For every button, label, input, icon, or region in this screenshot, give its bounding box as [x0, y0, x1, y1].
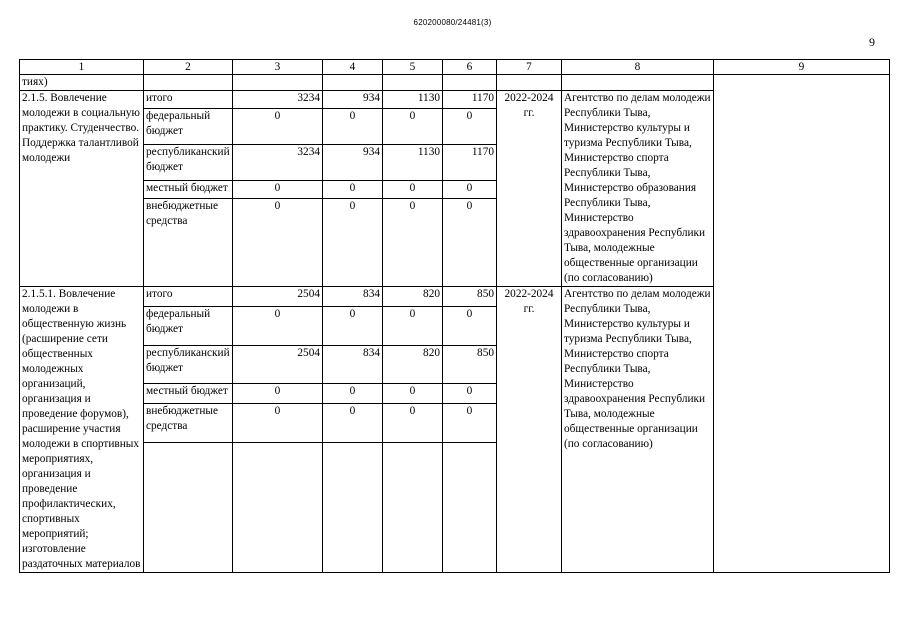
year-amount: 0	[323, 180, 383, 198]
executors: Агентство по делам молодежи Республики Тыва, Министерство культуры и туризма Республики Тыва, Министерство спорта Республики Тыва, Министерство образования Республики Тыва, Министерство здравоохранения Республики Тыва, молодежные общественные организации (по согласованию)	[562, 91, 714, 287]
column-header: 4	[323, 60, 383, 75]
year-amount: 0	[323, 384, 383, 404]
funding-source: внебюджетные средства	[144, 199, 233, 287]
year-amount: 934	[323, 91, 383, 109]
year-amount: 850	[443, 287, 497, 307]
column-header: 6	[443, 60, 497, 75]
total-amount: 0	[233, 180, 323, 198]
funding-source: федеральный бюджет	[144, 109, 233, 145]
year-amount: 0	[323, 404, 383, 443]
year-amount: 0	[443, 199, 497, 287]
funding-source: итого	[144, 91, 233, 109]
funding-source: республиканский бюджет	[144, 345, 233, 384]
column-number-row	[20, 60, 890, 75]
period: 2022-2024 гг.	[497, 91, 562, 287]
year-amount: 850	[443, 345, 497, 384]
funding-source: республиканский бюджет	[144, 144, 233, 180]
year-amount: 0	[323, 199, 383, 287]
year-amount: 0	[383, 404, 443, 443]
measure-title: 2.1.5.1. Вовлечение молодежи в общественную жизнь (расширение сети общественных молодежных организаций, организация и проведение форумов), расширение участия молодежи в спортивных мероприятиях, организация и проведение профилактических, спортивных мероприятий; изготовление раздаточных материалов	[20, 287, 144, 573]
year-amount: 0	[383, 180, 443, 198]
program-table	[19, 59, 890, 573]
year-amount: 0	[443, 384, 497, 404]
year-amount: 0	[443, 109, 497, 145]
year-amount: 0	[383, 109, 443, 145]
year-amount: 0	[383, 384, 443, 404]
total-amount: 3234	[233, 91, 323, 109]
total-amount: 0	[233, 199, 323, 287]
total-amount: 0	[233, 109, 323, 145]
column-header: 9	[714, 60, 890, 75]
column-header: 1	[20, 60, 144, 75]
total-amount: 0	[233, 404, 323, 443]
column-header: 3	[233, 60, 323, 75]
year-amount: 0	[443, 404, 497, 443]
year-amount: 1130	[383, 91, 443, 109]
year-amount: 934	[323, 144, 383, 180]
year-amount: 0	[323, 306, 383, 345]
year-amount: 1170	[443, 91, 497, 109]
funding-source: федеральный бюджет	[144, 306, 233, 345]
period: 2022-2024 гг.	[497, 287, 562, 573]
funding-source: местный бюджет	[144, 384, 233, 404]
year-amount: 0	[323, 109, 383, 145]
year-amount: 0	[383, 306, 443, 345]
total-amount: 2504	[233, 287, 323, 307]
year-amount: 1130	[383, 144, 443, 180]
year-amount: 0	[443, 306, 497, 345]
column-header: 8	[562, 60, 714, 75]
year-amount: 0	[443, 180, 497, 198]
total-amount: 2504	[233, 345, 323, 384]
column-header: 5	[383, 60, 443, 75]
column-header: 7	[497, 60, 562, 75]
measure-title: 2.1.5. Вовлечение молодежи в социальную практику. Студенчество. Поддержка талантливой молодежи	[20, 91, 144, 287]
column-header: 2	[144, 60, 233, 75]
year-amount: 834	[323, 345, 383, 384]
year-amount: 820	[383, 287, 443, 307]
total-amount: 0	[233, 384, 323, 404]
funding-source: внебюджетные средства	[144, 404, 233, 443]
continuation-row	[20, 75, 890, 91]
total-amount: 3234	[233, 144, 323, 180]
year-amount: 1170	[443, 144, 497, 180]
year-amount: 834	[323, 287, 383, 307]
funding-source: местный бюджет	[144, 180, 233, 198]
document-id: 620200080/24481(3)	[413, 18, 492, 27]
year-amount: 820	[383, 345, 443, 384]
year-amount: 0	[383, 199, 443, 287]
continuation-text: тиях)	[20, 75, 144, 91]
column-9-cell	[714, 75, 890, 573]
executors: Агентство по делам молодежи Республики Тыва, Министерство культуры и туризма Республики Тыва, Министерство спорта Республики Тыва, Министерство здравоохранения Республики Тыва, молодежные общественные организации (по согласованию)	[562, 287, 714, 573]
total-amount: 0	[233, 306, 323, 345]
page-number: 9	[869, 35, 875, 49]
funding-source: итого	[144, 287, 233, 307]
